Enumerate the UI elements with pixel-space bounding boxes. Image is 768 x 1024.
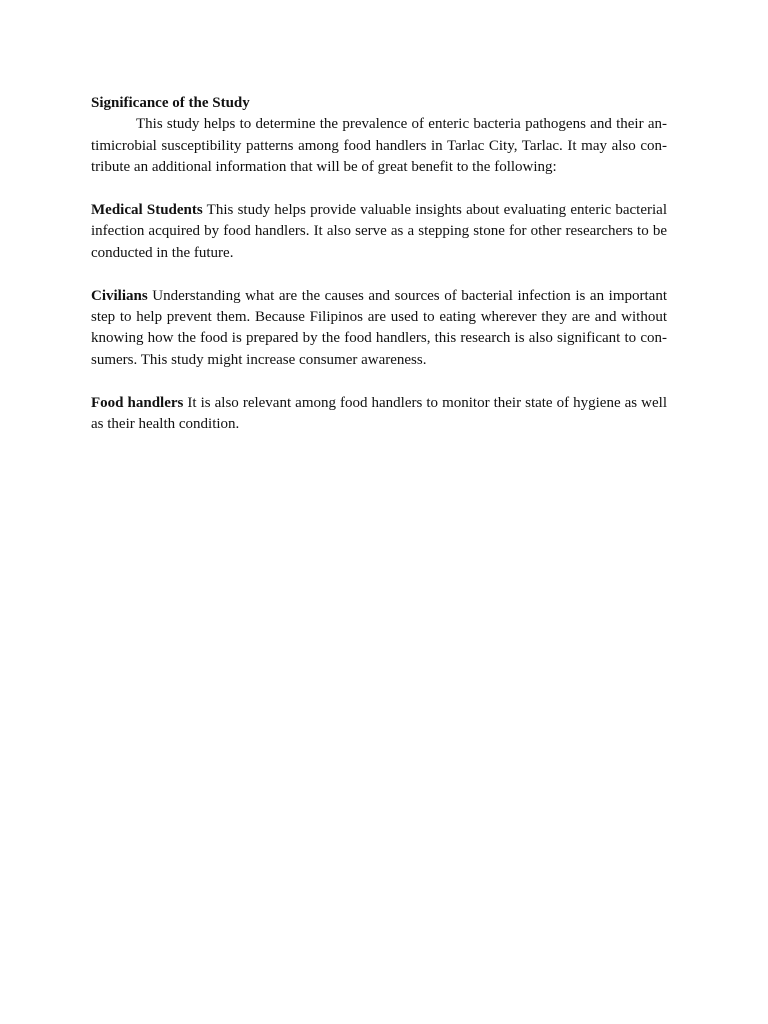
text-civilians: Understanding what are the causes and sources of bacterial infection is an important step to help prevent them. Because Filipinos are used to eating wherever they are and without knowing how the food is prepared by the food handlers, this research is also significant to consumers. This study might increase consumer awareness. bbox=[91, 287, 667, 368]
section-heading: Significance of the Study bbox=[91, 95, 250, 111]
document-body bbox=[91, 93, 667, 435]
term-civilians: Civilians bbox=[91, 287, 148, 304]
paragraph-food-handlers bbox=[91, 393, 667, 436]
text-medical-students: This study helps provide valuable insights about evaluating enteric bacterial infection acquired by food handlers. It also serve as a stepping stone for other researchers to be conducted in the future. bbox=[91, 202, 667, 261]
term-medical-students: Medical Students bbox=[91, 202, 203, 219]
intro-paragraph: This study helps to determine the prevalence of enteric bacteria pathogens and their antimicrobial susceptibility patterns among food handlers in Tarlac City, Tarlac. It may also contribute an additional information that will be of great benefit to the following: bbox=[91, 116, 667, 176]
paragraph-civilians bbox=[91, 286, 667, 372]
paragraph-medical-students bbox=[91, 200, 667, 264]
term-food-handlers: Food handlers bbox=[91, 394, 184, 411]
text-food-handlers: It is also relevant among food handlers to monitor their state of hygiene as well as their health condition. bbox=[91, 394, 667, 433]
